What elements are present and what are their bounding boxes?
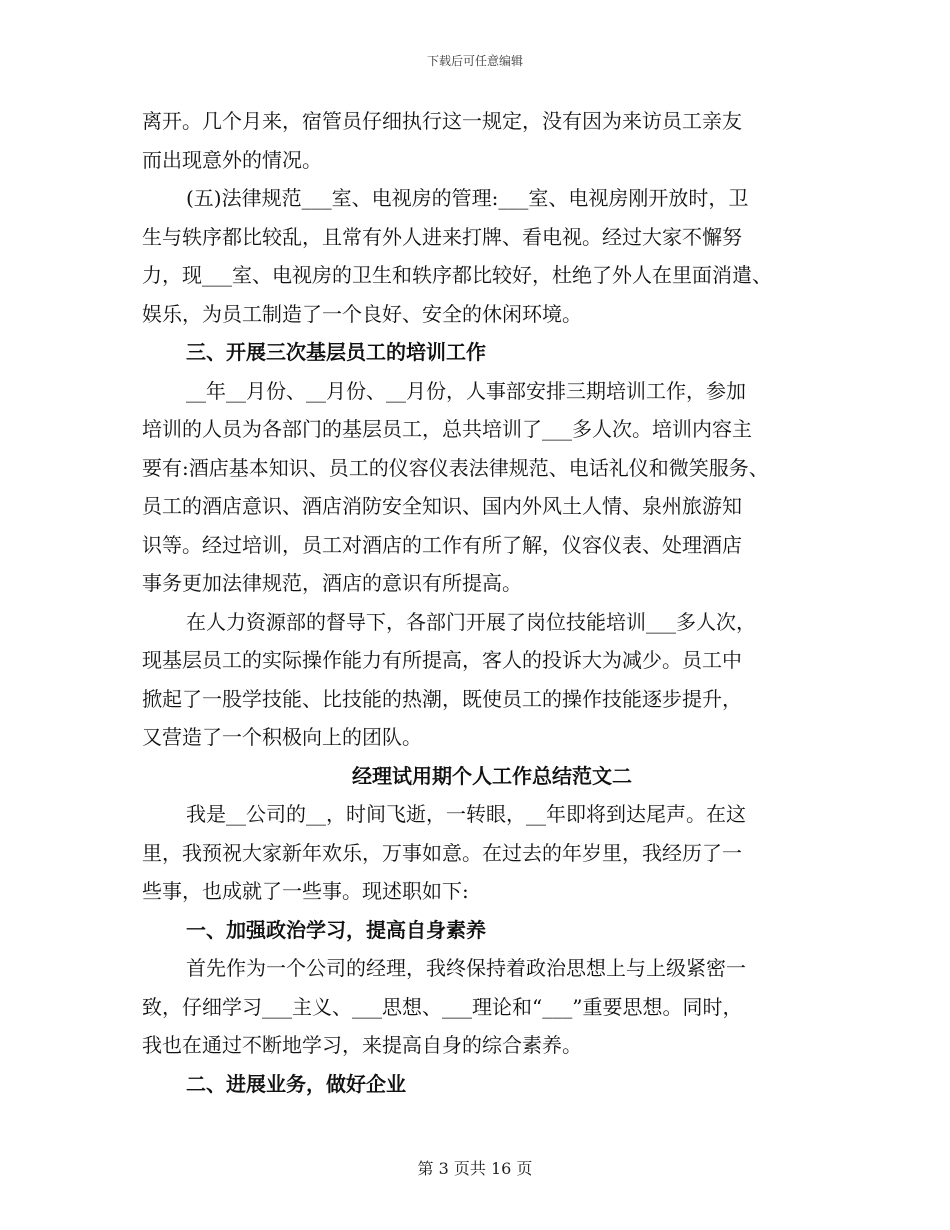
paragraph-line: 事务更加法律规范，酒店的意识有所提高。 <box>142 571 522 595</box>
paragraph-line: 离开。几个月来，宿管员仔细执行这一规定，没有因为来访员工亲友 <box>142 109 742 133</box>
paragraph-line: 要有:酒店基本知识、员工的仪容仪表法律规范、电话礼仪和微笑服务、 <box>142 455 769 480</box>
section-heading: 一、加强政治学习，提高自身素养 <box>186 917 486 942</box>
paragraph-line: 些事，也成就了一些事。现述职如下: <box>142 879 469 903</box>
paragraph-line: 力，现___室、电视房的卫生和轶序都比较好，杜绝了外人在里面消遣、 <box>142 263 772 287</box>
page-footer: 第 3 页共 16 页 <box>417 1159 533 1178</box>
section-heading: 三、开展三次基层员工的培训工作 <box>186 340 486 364</box>
paragraph-line: 又营造了一个积极向上的团队。 <box>142 725 422 749</box>
paragraph-line: 我是__公司的__，时间飞逝，一转眼，__年即将到达尾声。在这 <box>186 802 746 826</box>
paragraph-line: 我也在通过不断地学习，来提高自身的综合素养。 <box>142 1033 582 1057</box>
paragraph-line: 掀起了一股学技能、比技能的热潮，既使员工的操作技能逐步提升， <box>142 686 742 711</box>
paragraph-line: (五)法律规范___室、电视房的管理:___室、电视房刚开放时，卫 <box>186 186 749 210</box>
paragraph-line: 在人力资源部的督导下，各部门开展了岗位技能培训___多人次， <box>186 609 756 634</box>
paragraph-line: 识等。经过培训，员工对酒店的工作有所了解，仪容仪表、处理酒店 <box>142 532 742 557</box>
document-title: 经理试用期个人工作总结范文二 <box>352 763 632 788</box>
paragraph-line: __年__月份、__月份、__月份，人事部安排三期培训工作，参加 <box>186 378 746 403</box>
section-heading: 二、进展业务，做好企业 <box>186 1071 406 1096</box>
paragraph-line: 而出现意外的情况。 <box>142 147 322 172</box>
paragraph-line: 现基层员工的实际操作能力有所提高，客人的投诉大为减少。员工中 <box>142 648 742 672</box>
paragraph-line: 生与轶序都比较乱，且常有外人进来打牌、看电视。经过大家不懈努 <box>142 224 742 249</box>
paragraph-line: 娱乐，为员工制造了一个良好、安全的休闲环境。 <box>142 301 582 326</box>
page-header: 下载后可任意编辑 <box>426 54 523 68</box>
paragraph-line: 培训的人员为各部门的基层员工，总共培训了___多人次。培训内容主 <box>142 417 752 441</box>
document-body <box>142 102 822 1103</box>
paragraph-line: 致，仔细学习___主义、___思想、___理论和“___”重要思想。同时， <box>142 994 743 1019</box>
paragraph-line: 首先作为一个公司的经理，我终保持着政治思想上与上级紧密一 <box>186 956 746 980</box>
paragraph-line: 里，我预祝大家新年欢乐，万事如意。在过去的年岁里，我经历了一 <box>142 840 742 865</box>
paragraph-line: 员工的酒店意识、酒店消防安全知识、国内外风土人情、泉州旅游知 <box>142 494 742 518</box>
